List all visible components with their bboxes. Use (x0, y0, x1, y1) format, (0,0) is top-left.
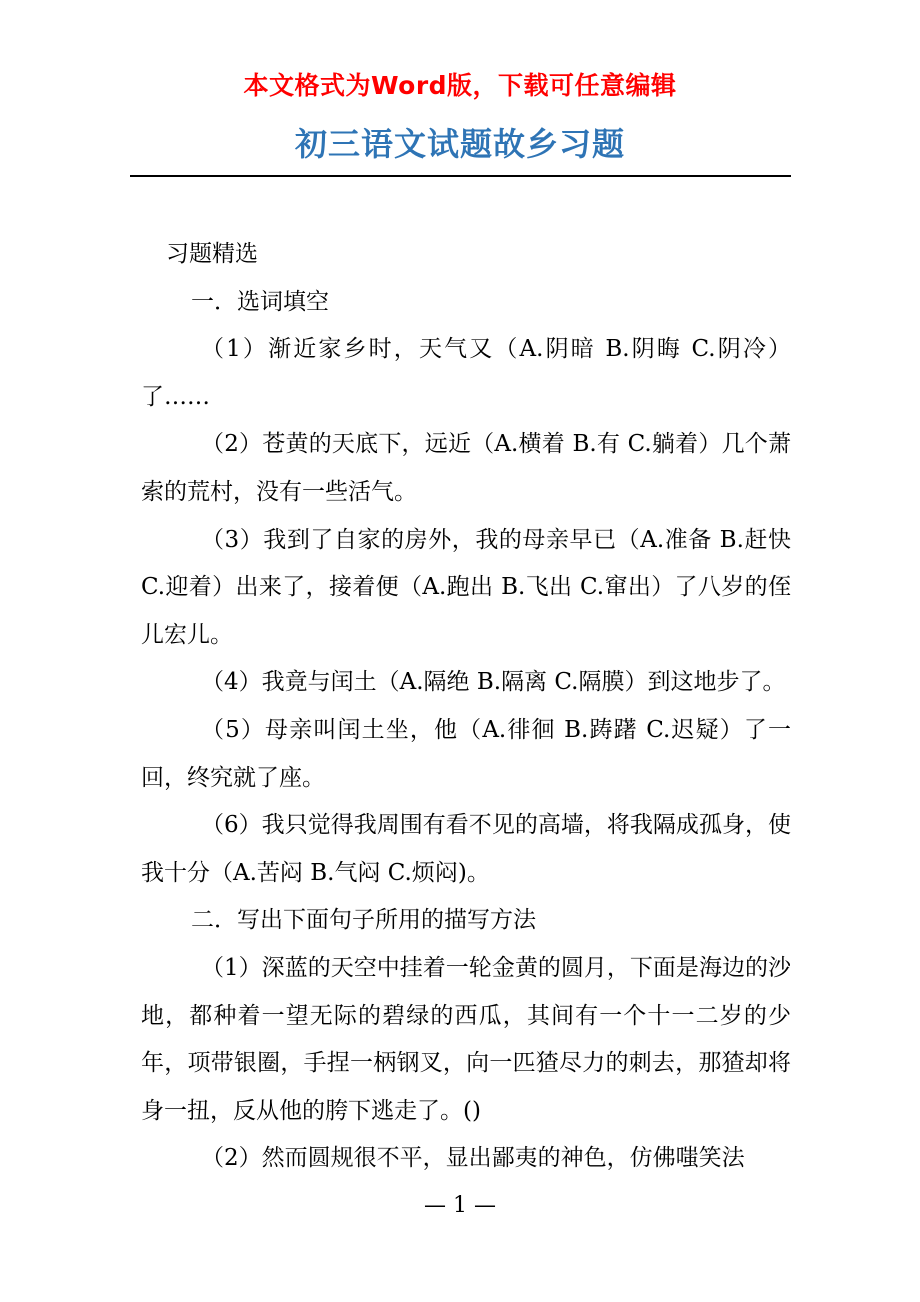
part2-heading: 二．写出下面句子所用的描写方法 (191, 907, 536, 934)
header-divider (130, 175, 791, 177)
page-number: — 1 — (424, 1193, 496, 1218)
question-4: （4）我竟与闰土（A.隔绝 B.隔离 C.隔膜）到这地步了。 (201, 669, 786, 696)
part1-heading: 一．选词填空 (191, 288, 329, 315)
part2-question-1: （1）深蓝的天空中挂着一轮金黄的圆月，下面是海边的沙地，都种着一望无际的碧绿的西瓜，其间有一个十一二岁的少年，项带银圈，手捏一柄钢叉，向一匹猹尽力的刺去，那猹却将身一扭，反从他的胯下逃走了。() (141, 954, 791, 1124)
section-heading: 习题精选 (166, 241, 258, 267)
question-3: （3）我到了自家的房外，我的母亲早已（A.准备 B.赶快 C.迎着）出来了，接着便（A.跑出 B.飞出 C.窜出）了八岁的侄儿宏儿。 (141, 526, 791, 648)
format-banner: 本文格式为Word版，下载可任意编辑 (243, 71, 677, 100)
question-6: （6）我只觉得我周围有看不见的高墙，将我隔成孤身，使我十分（A.苦闷 B.气闷 C.烦闷)。 (141, 812, 791, 886)
question-2: （2）苍黄的天底下，远近（A.横着 B.有 C.躺着）几个萧索的荒村，没有一些活气。 (141, 431, 791, 505)
document-body (141, 231, 791, 1183)
question-1: （1）渐近家乡时，天气又（A.阴暗 B.阴晦 C.阴冷）了…… (141, 336, 791, 410)
part2-question-2: （2）然而圆规很不平，显出鄙夷的神色，仿佛嗤笑法 (201, 1145, 745, 1172)
document-title: 初三语文试题故乡习题 (294, 125, 625, 163)
question-5: （5）母亲叫闰土坐，他（A.徘徊 B.踌躇 C.迟疑）了一回，终究就了座。 (141, 716, 791, 791)
